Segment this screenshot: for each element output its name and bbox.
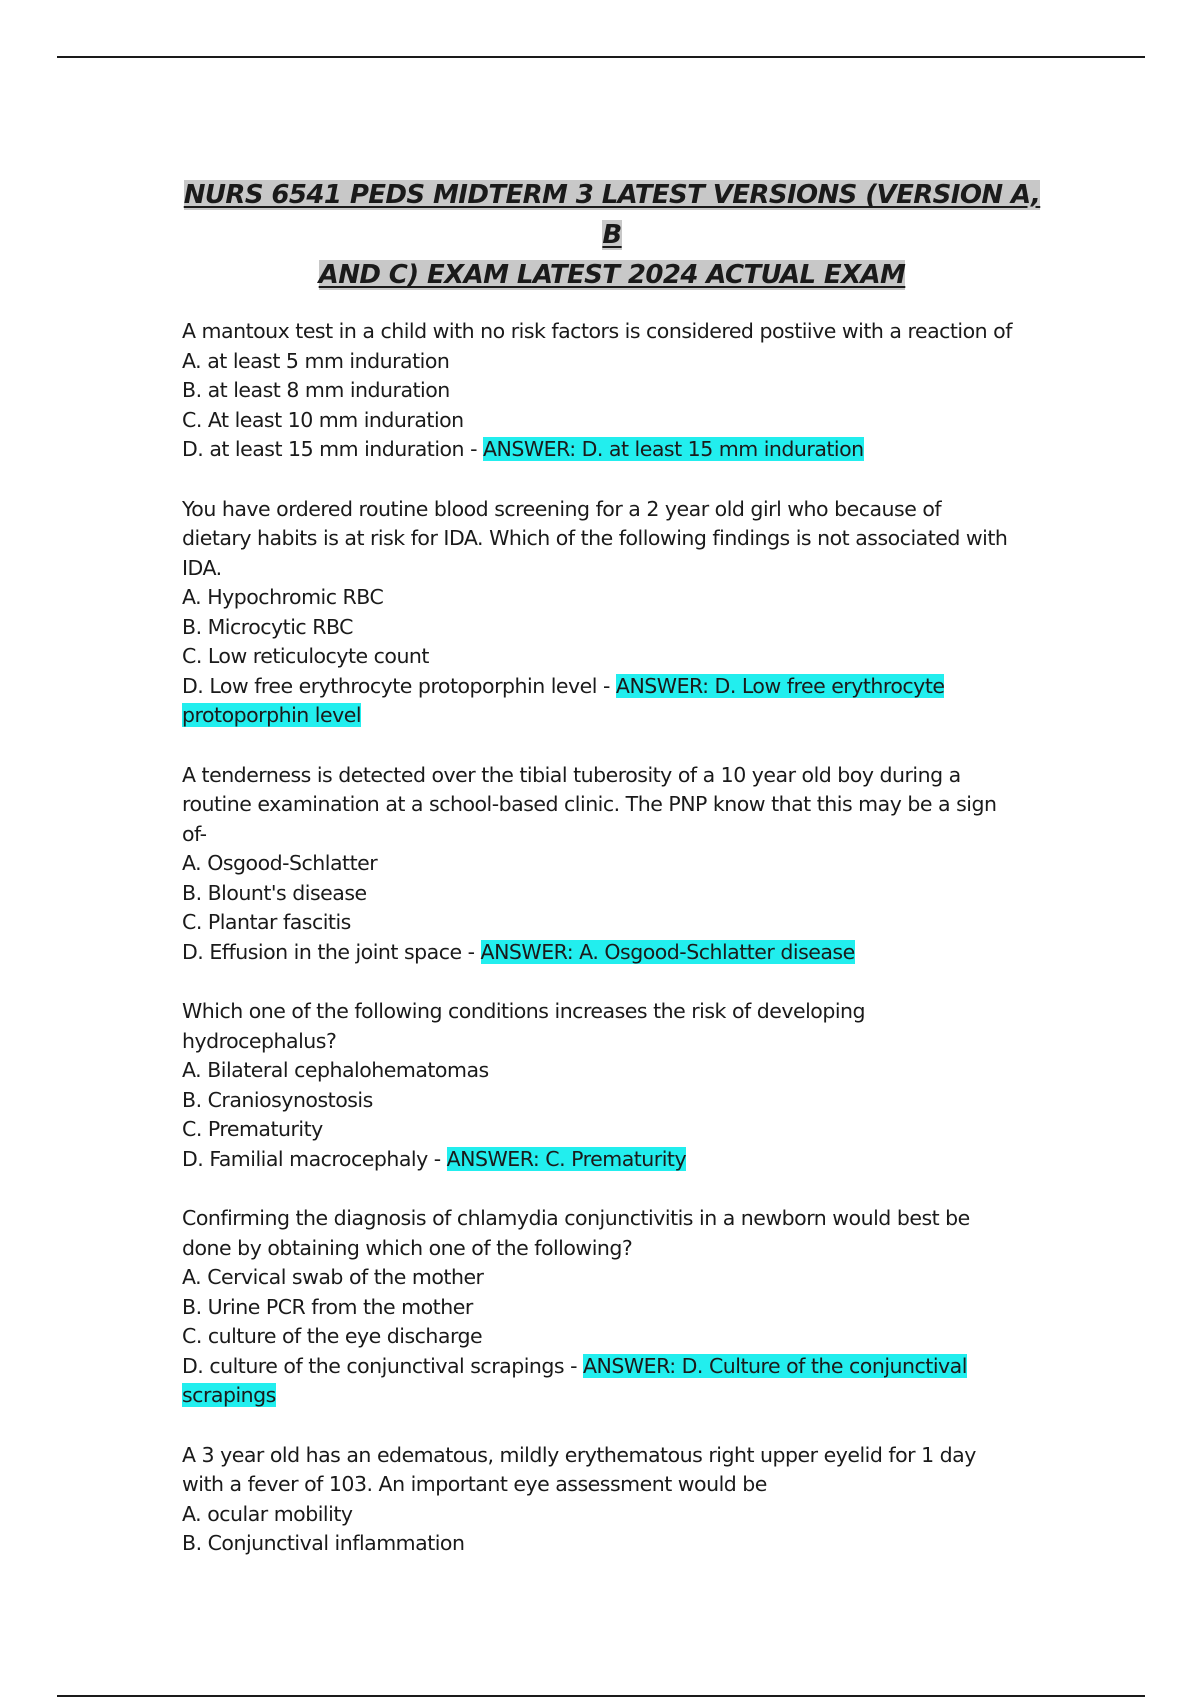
title-line-2: AND C) EXAM LATEST 2024 ACTUAL EXAM [318,260,906,290]
option-d-text: D. Low free erythrocyte protoporphin level - [182,673,616,698]
option-d-text: D. Effusion in the joint space - [182,939,481,964]
title-line-1: NURS 6541 PEDS MIDTERM 3 LATEST VERSIONS (VERSION A, B [183,180,1041,250]
option-a: A. Osgood-Schlatter [182,851,378,875]
answer-highlight: scrapings [182,1383,276,1407]
option-a: A. Bilateral cephalohematomas [182,1058,489,1082]
header-rule [57,56,1145,58]
option-c: C. Plantar fascitis [182,910,351,934]
question-stem: done by obtaining which one of the following? [182,1235,633,1260]
answer-highlight: protoporphin level [182,703,362,727]
question-stem: You have ordered routine blood screening for a 2 year old girl who because of [182,496,942,521]
option-d [182,1352,1042,1382]
option-c: C. Prematurity [182,1117,323,1141]
option-a: A. at least 5 mm induration [182,348,450,373]
answer-highlight: ANSWER: A. Osgood-Schlatter disease [480,939,855,964]
option-d-text: D. Familial macrocephaly - [182,1146,447,1171]
question-stem: IDA. [182,555,222,580]
option-d [182,672,1042,702]
question-4 [182,997,1042,1174]
option-a: A. Hypochromic RBC [182,585,384,609]
answer-highlight: ANSWER: D. Culture of the conjunctival [583,1353,967,1378]
question-stem: with a fever of 103. An important eye assessment would be [182,1472,767,1496]
answer-continuation [182,1381,1042,1411]
option-d [182,1145,1042,1175]
option-d [182,938,1042,968]
answer-highlight: ANSWER: D. at least 15 mm induration [482,437,864,461]
question-stem: routine examination at a school-based clinic. The PNP know that this may be a sign [182,792,997,816]
document-title [182,175,1042,295]
option-d [182,435,1042,465]
option-b: B. Microcytic RBC [182,614,353,639]
footer-rule [57,1695,1145,1697]
answer-continuation [182,701,1042,731]
option-d-text: D. culture of the conjunctival scrapings - [182,1353,584,1378]
option-b: B. at least 8 mm induration [182,378,450,402]
question-stem: A mantoux test in a child with no risk factors is considered postiive with a reaction of [182,319,1012,343]
question-stem: A 3 year old has an edematous, mildly erythematous right upper eyelid for 1 day [182,1442,976,1467]
question-6 [182,1441,1042,1559]
question-stem: hydrocephalus? [182,1028,337,1053]
option-b: B. Conjunctival inflammation [182,1531,465,1555]
question-stem: Confirming the diagnosis of chlamydia conjunctivitis in a newborn would best be [182,1206,970,1230]
question-stem: of- [182,821,207,846]
question-3 [182,761,1042,968]
option-a: A. ocular mobility [182,1501,353,1526]
answer-highlight: ANSWER: C. Prematurity [446,1146,687,1171]
question-5 [182,1204,1042,1411]
question-2 [182,495,1042,731]
option-b: B. Urine PCR from the mother [182,1294,473,1319]
question-stem: A tenderness is detected over the tibial tuberosity of a 10 year old boy during a [182,762,961,787]
answer-highlight: ANSWER: D. Low free erythrocyte [615,673,945,698]
option-d-text: D. at least 15 mm induration - [182,437,483,461]
option-b: B. Craniosynostosis [182,1087,373,1112]
option-a: A. Cervical swab of the mother [182,1265,484,1289]
option-b: B. Blount's disease [182,880,367,905]
option-c: C. Low reticulocyte count [182,644,429,668]
option-c: C. At least 10 mm induration [182,407,464,432]
option-c: C. culture of the eye discharge [182,1324,483,1348]
question-stem: Which one of the following conditions increases the risk of developing [182,999,866,1023]
question-stem: dietary habits is at risk for IDA. Which of the following findings is not associated with [182,526,1008,550]
question-1 [182,317,1042,465]
document-body [182,175,1042,1589]
